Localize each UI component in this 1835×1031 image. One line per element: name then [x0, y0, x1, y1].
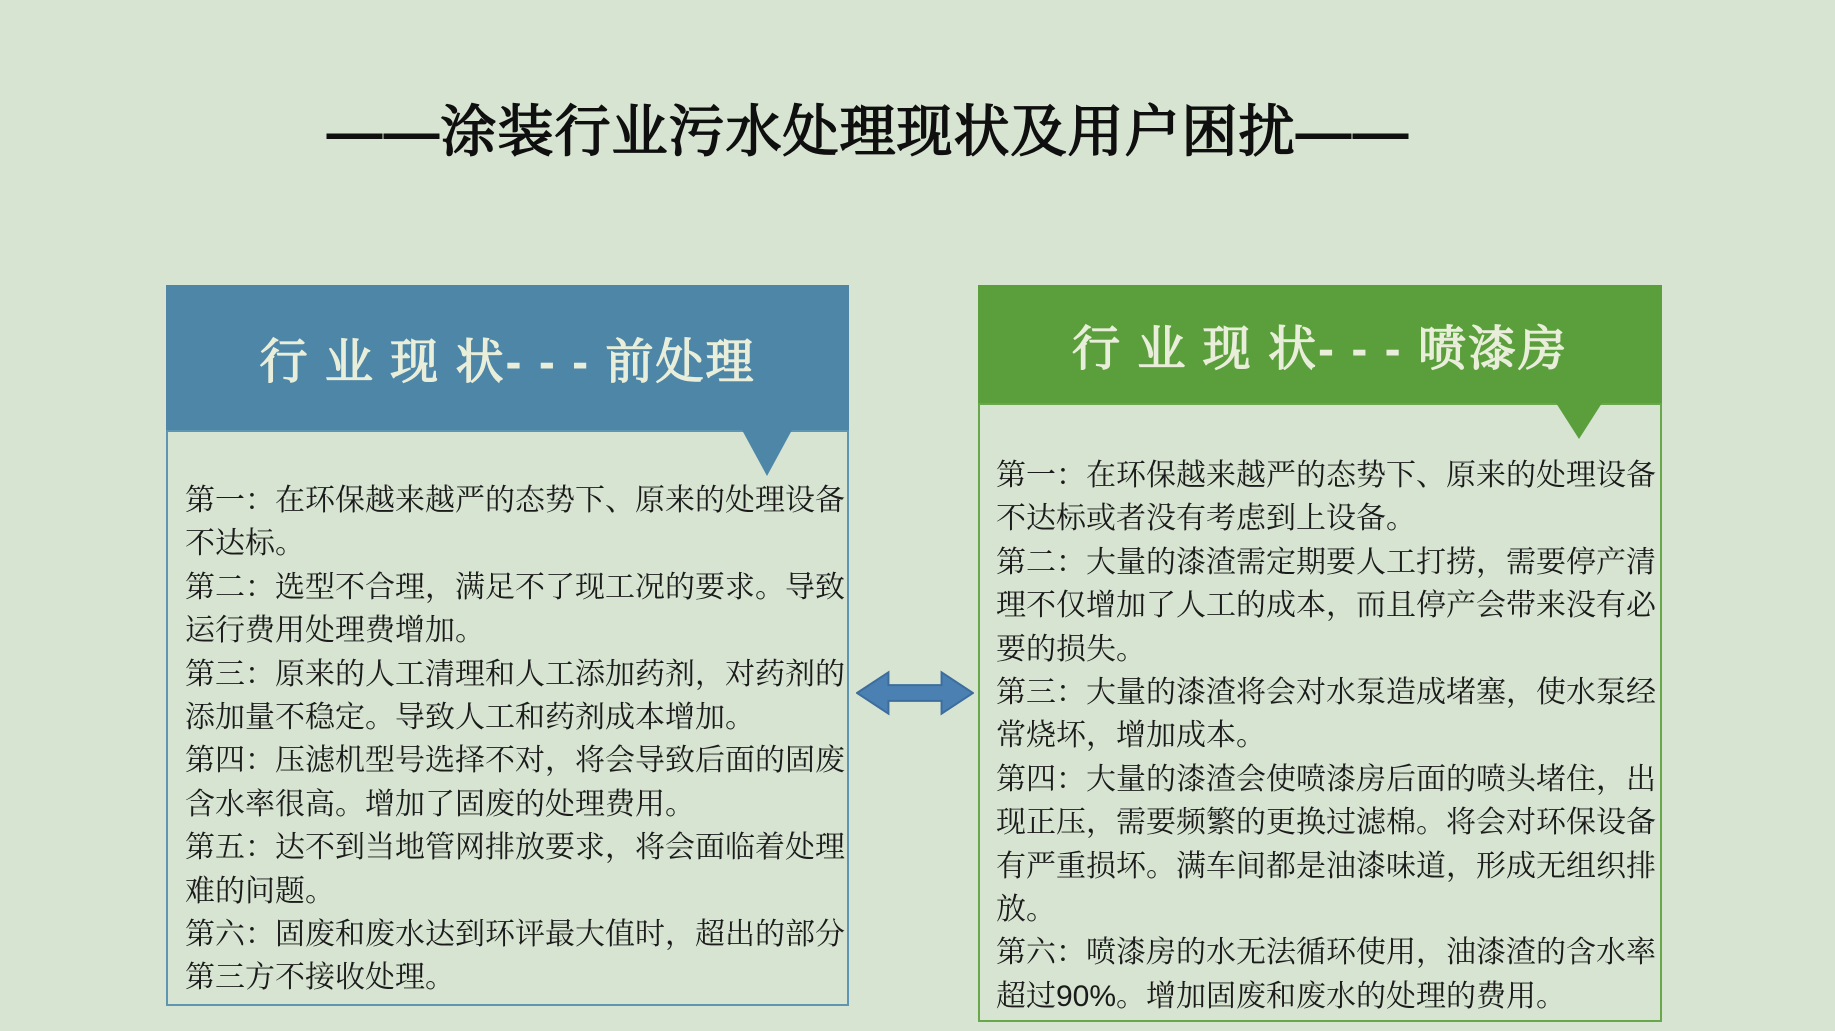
- panel-pretreatment: [166, 285, 849, 1006]
- body-text-line: 第一：在环保越来越严的态势下、原来的处理设备: [996, 459, 1656, 492]
- body-text-line: 第一：在环保越来越严的态势下、原来的处理设备: [185, 484, 845, 517]
- body-text-line: 第六：喷漆房的水无法循环使用，油漆渣的含水率: [996, 936, 1656, 970]
- body-text-line: 要的损失。: [996, 632, 1146, 666]
- body-text-line: 不达标或者没有考虑到上设备。: [996, 502, 1416, 536]
- panel-pretreatment-header: 行 业 现 状- - - 前处理: [166, 285, 849, 430]
- body-text-line: 运行费用处理费增加。: [185, 614, 485, 648]
- body-text-line: 理不仅增加了人工的成本，而且停产会带来没有必: [996, 589, 1656, 623]
- double-arrow-shape: [857, 672, 973, 713]
- body-text-line: 难的问题。: [185, 874, 335, 908]
- body-text-line: 第三：大量的漆渣将会对水泵造成堵塞，使水泵经: [996, 675, 1656, 709]
- body-text-line: 常烧坏，增加成本。: [996, 719, 1266, 753]
- body-text-line: 第三：原来的人工清理和人工添加药剂，对药剂的: [185, 657, 845, 691]
- body-text-line: 第二：大量的漆渣需定期要人工打捞，需要停产清: [996, 545, 1656, 579]
- callout-pointer-down-icon: [1556, 403, 1602, 439]
- body-text-line: 第五：达不到当地管网排放要求，将会面临着处理: [185, 831, 845, 865]
- body-text-line: 现正压，需要频繁的更换过滤棉。将会对环保设备: [996, 806, 1656, 840]
- panel-spray-booth: [978, 285, 1662, 1022]
- body-text-line: 超过90%。增加固废和废水的处理的费用。: [996, 979, 1567, 1013]
- body-text-line: 添加量不稳定。导致人工和药剂成本增加。: [185, 700, 755, 734]
- callout-pointer-down-icon: [742, 430, 792, 476]
- panel-pretreatment-body: [166, 430, 849, 1006]
- body-text-line: 第四：大量的漆渣会使喷漆房后面的喷头堵住，出: [996, 762, 1656, 796]
- body-text-line: 第四：压滤机型号选择不对，将会导致后面的固废: [185, 744, 845, 778]
- body-text-line: 有严重损坏。满车间都是油漆味道，形成无组织排: [996, 849, 1656, 883]
- body-text-line: 第三方不接收处理。: [185, 961, 455, 995]
- panel-spray-booth-header: 行 业 现 状- - - 喷漆房: [978, 285, 1662, 403]
- body-text-line: 第六：固废和废水达到环评最大值时，超出的部分: [185, 917, 845, 951]
- body-text-line: 放。: [996, 892, 1056, 926]
- body-text-line: 第二：选型不合理，满足不了现工况的要求。导致: [185, 570, 845, 604]
- body-text-line: 不达标。: [185, 527, 305, 561]
- body-text-line: 含水率很高。增加了固废的处理费用。: [185, 787, 695, 821]
- double-arrow-icon: [856, 670, 974, 716]
- page-title: ——涂装行业污水处理现状及用户困扰——: [326, 100, 1410, 163]
- panel-spray-booth-body: [978, 403, 1662, 1022]
